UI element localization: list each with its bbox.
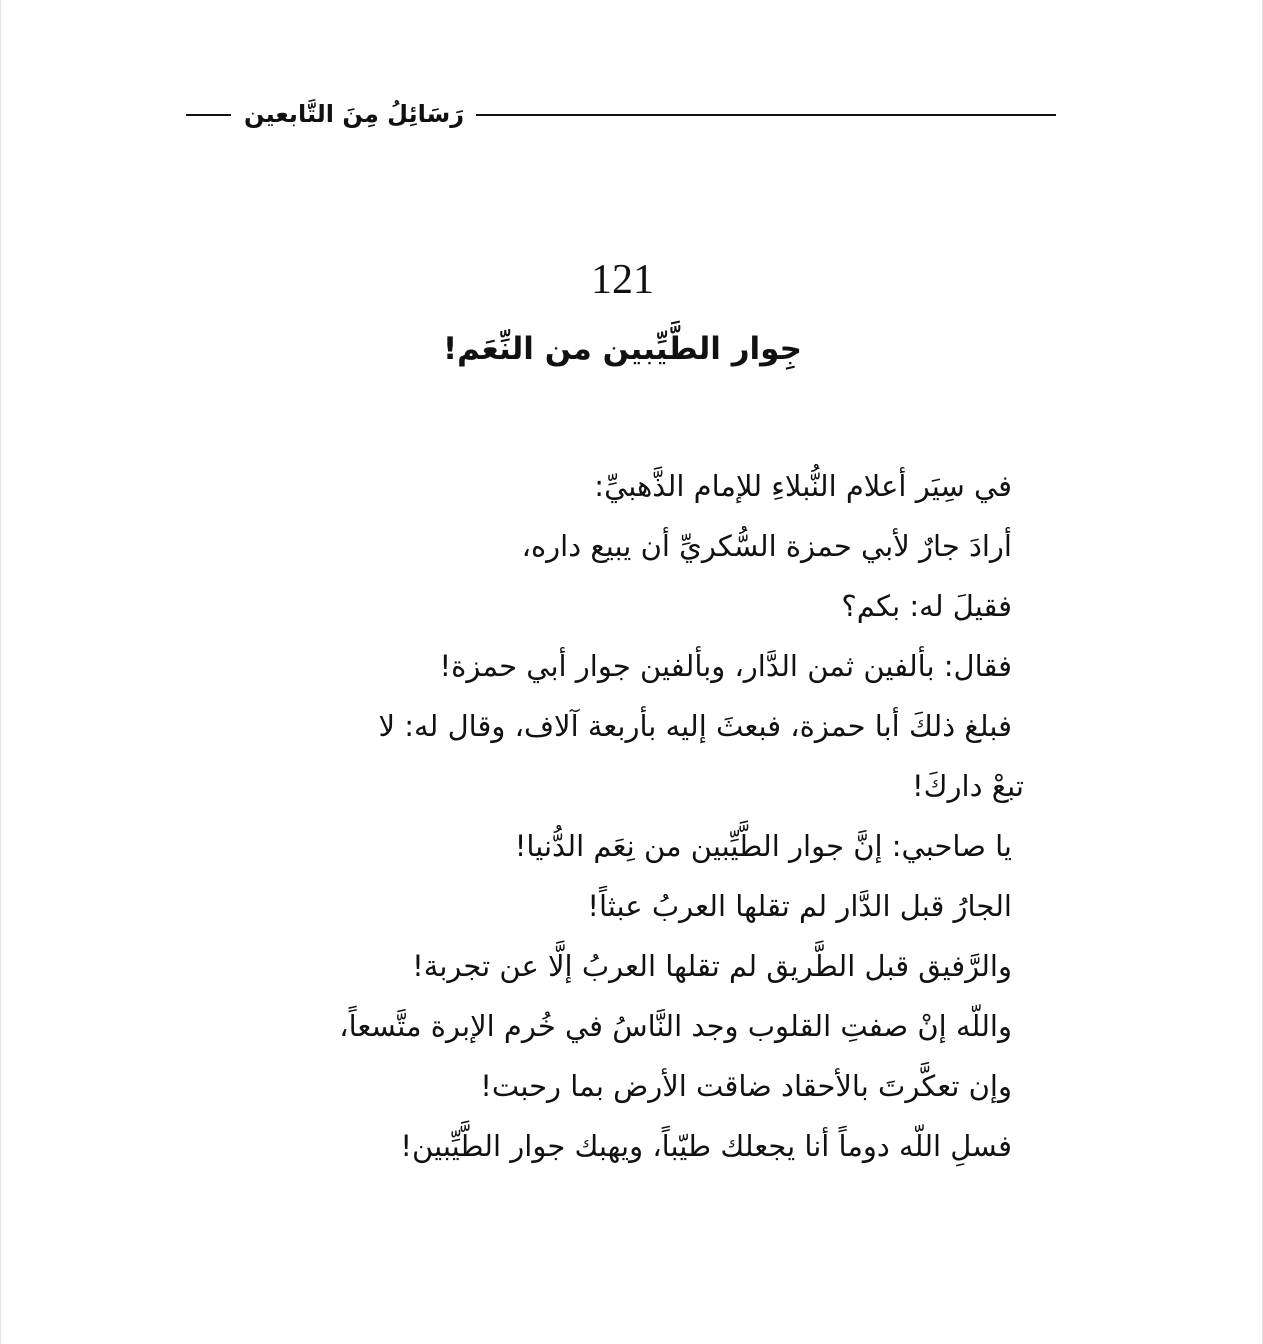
text-line: فقيلَ له: بكم؟ xyxy=(841,589,1012,623)
text-line: يا صاحبي: إنَّ جوار الطَّيِّبين من نِعَم الدُّنيا! xyxy=(514,829,1012,863)
chapter-title: جِوار الطَّيِّبين من النِّعَم! xyxy=(443,331,802,367)
text-line: وإن تعكَّرتَ بالأحقاد ضاقت الأرض بما رحبت! xyxy=(480,1069,1012,1103)
text-line: تبعْ داركَ! xyxy=(912,769,1024,803)
text-line: الجارُ قبل الدَّار لم تقلها العربُ عبثاً! xyxy=(587,889,1012,923)
header-rule-right xyxy=(476,114,1056,116)
text-line: أرادَ جارٌ لأبي حمزة السُّكريِّ أن يبيع داره، xyxy=(521,529,1012,563)
text-line: فسلِ اللّه دوماً أنا يجعلك طيّباً، ويهبك جوار الطَّيِّبين! xyxy=(400,1129,1012,1163)
header-rule-left xyxy=(186,114,231,116)
text-line: والرَّفيق قبل الطَّريق لم تقلها العربُ إلَّا عن تجربة! xyxy=(412,949,1012,983)
body-text xyxy=(212,456,1024,1176)
text-line: في سِيَر أعلام النُّبلاءِ للإمام الذَّهبيِّ: xyxy=(594,469,1012,503)
text-line: فقال: بألفين ثمن الدَّار، وبألفين جوار أبي حمزة! xyxy=(439,649,1012,683)
text-line: واللّه إنْ صفتِ القلوب وجد النَّاسُ في خُرم الإبرة متَّسعاً، xyxy=(339,1009,1012,1043)
book-title: رَسَائِلُ مِنَ التَّابعين xyxy=(243,100,465,128)
text-line: فبلغ ذلكَ أبا حمزة، فبعثَ إليه بأربعة آلاف، وقال له: لا xyxy=(378,709,1012,743)
running-header xyxy=(186,92,1056,140)
chapter-number: 121 xyxy=(591,257,654,303)
